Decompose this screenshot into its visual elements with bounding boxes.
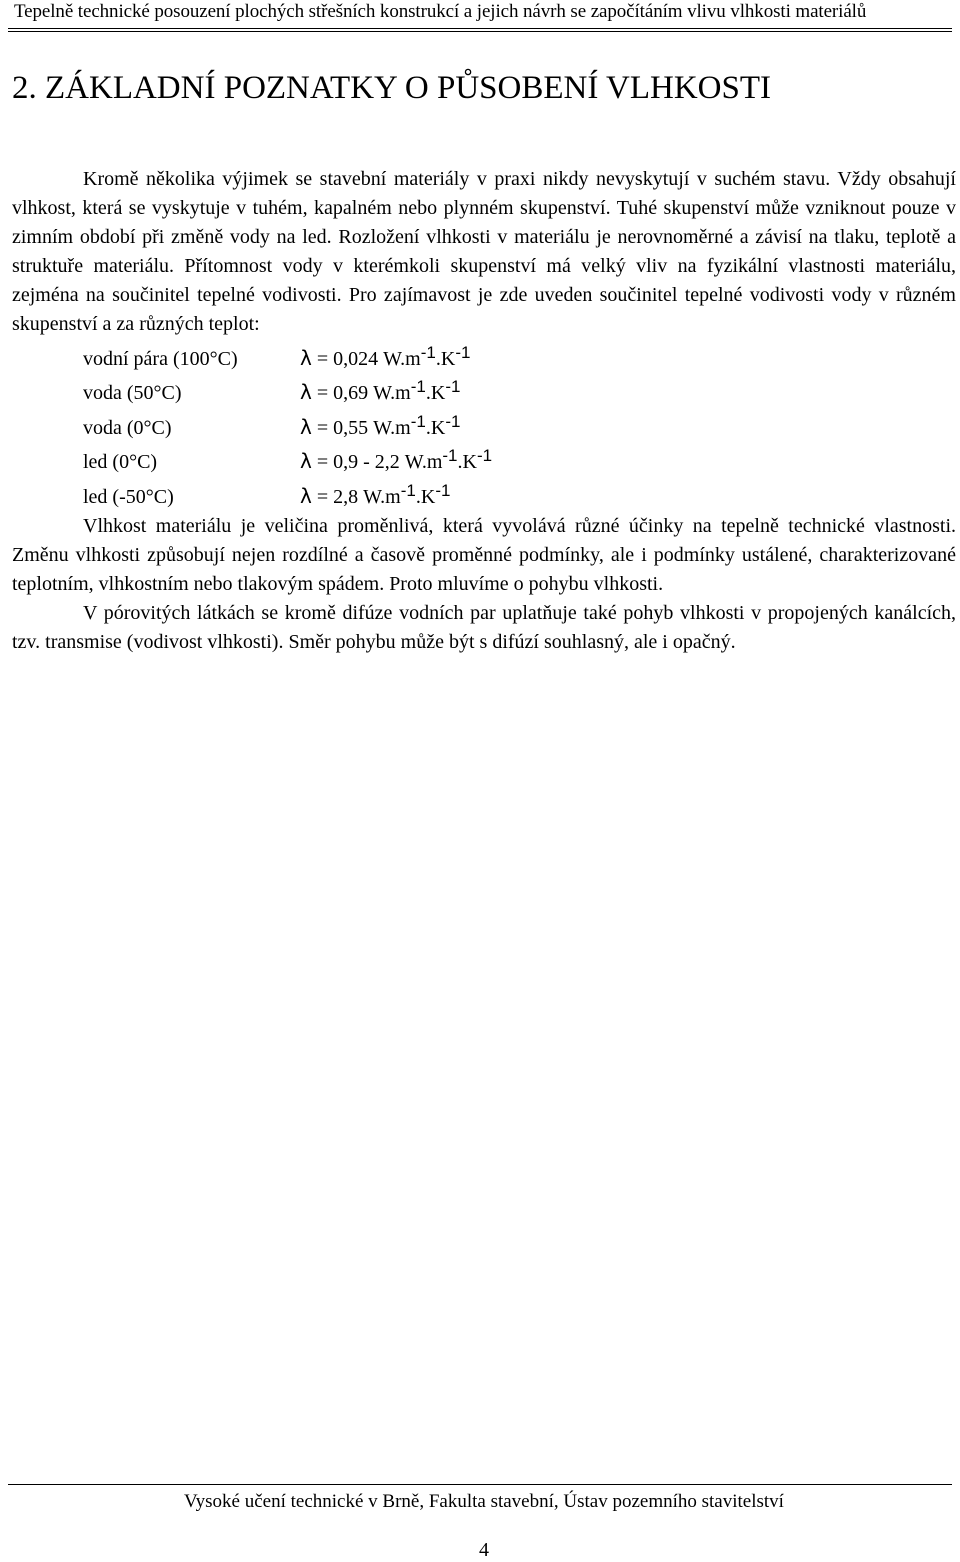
header-rule-bottom (8, 31, 952, 32)
lambda-symbol: λ (300, 483, 312, 508)
page-number: 4 (479, 1539, 489, 1561)
conductivity-value: λ = 0,69 $W.m^{-1}.K^{-1}$ (300, 377, 461, 404)
chapter-title: 2. ZÁKLADNÍ POZNATKY O PŮSOBENÍ VLHKOSTI (12, 70, 771, 106)
conductivity-list (12, 339, 956, 512)
footer-rule (8, 1484, 952, 1485)
conductivity-item (12, 339, 956, 374)
conductivity-item (12, 408, 956, 443)
paragraph-porous-materials: V pórovitých látkách se kromě difúze vodních par uplatňuje také pohyb vlhkosti v propojených kanálcích, tzv. transmise (vodivost vlhkosti). Směr pohybu může být s difúzí souhlasný, ale i opačný. (12, 601, 956, 653)
lambda-symbol: λ (300, 449, 312, 473)
conductivity-item (12, 443, 956, 478)
footer-institution: Vysoké učení technické v Brně, Fakulta stavební, Ústav pozemního stavitelství (184, 1491, 784, 1512)
medium-label: voda (50°C) (83, 382, 182, 404)
lambda-symbol: λ (300, 380, 312, 404)
medium-label: vodní pára (100°C) (83, 347, 238, 370)
medium-label: voda (0°C) (83, 416, 172, 439)
conductivity-value: λ = 0,55 $W.m^{-1}.K^{-1}$ (300, 411, 461, 439)
conductivity-value: λ = 0,9 - 2,2 $W.m^{-1}.K^{-1}$ (300, 446, 493, 473)
conductivity-item (12, 374, 956, 409)
lambda-symbol: λ (300, 345, 312, 370)
conductivity-value: λ = 2,8 $W.m^{-1}.K^{-1}$ (300, 480, 451, 508)
medium-label: led (0°C) (83, 451, 158, 473)
body-content (12, 165, 956, 657)
paragraph-moisture-variability: Vlhkost materiálu je veličina proměnlivá, která vyvolává různé účinky na tepelně technické vlastnosti. Změnu vlhkosti způsobují nejen rozdílné a časově proměnné podmínky, ale i podmínky ustálené, charakterizované teplotním, vlhkostním nebo tlakovým spádem. Proto mluvíme o pohybu vlhkosti. (12, 514, 956, 595)
conductivity-item (12, 477, 956, 512)
running-header: Tepelně technické posouzení plochých střešních konstrukcí a jejich návrh se započítáním vlivu vlhkosti materiálů (14, 1, 867, 22)
conductivity-value: λ = 0,024 $W.m^{-1}.K^{-1}$ (300, 342, 471, 370)
paragraph-intro: Kromě několika výjimek se stavební materiály v praxi nikdy nevyskytují v suchém stavu. Vždy obsahují vlhkost, která se vyskytuje v tuhém, kapalném nebo plynném skupenství. Tuhé skupenství může vzniknout pouze v zimním období při změně vody na led. Rozložení vlhkosti v materiálu je nerovnoměrné a závisí na tlaku, teplotě a struktuře materiálu. Přítomnost vody v kterémkoli skupenství má velký vliv na fyzikální vlastnosti materiálu, zejména na součinitel tepelné vodivosti. Pro zajímavost je zde uveden součinitel tepelné vodivosti vody v různém skupenství a za různých teplot: (12, 168, 956, 335)
header-rule-top (8, 28, 952, 29)
lambda-symbol: λ (300, 414, 312, 439)
medium-label: led (-50°C) (83, 485, 174, 508)
